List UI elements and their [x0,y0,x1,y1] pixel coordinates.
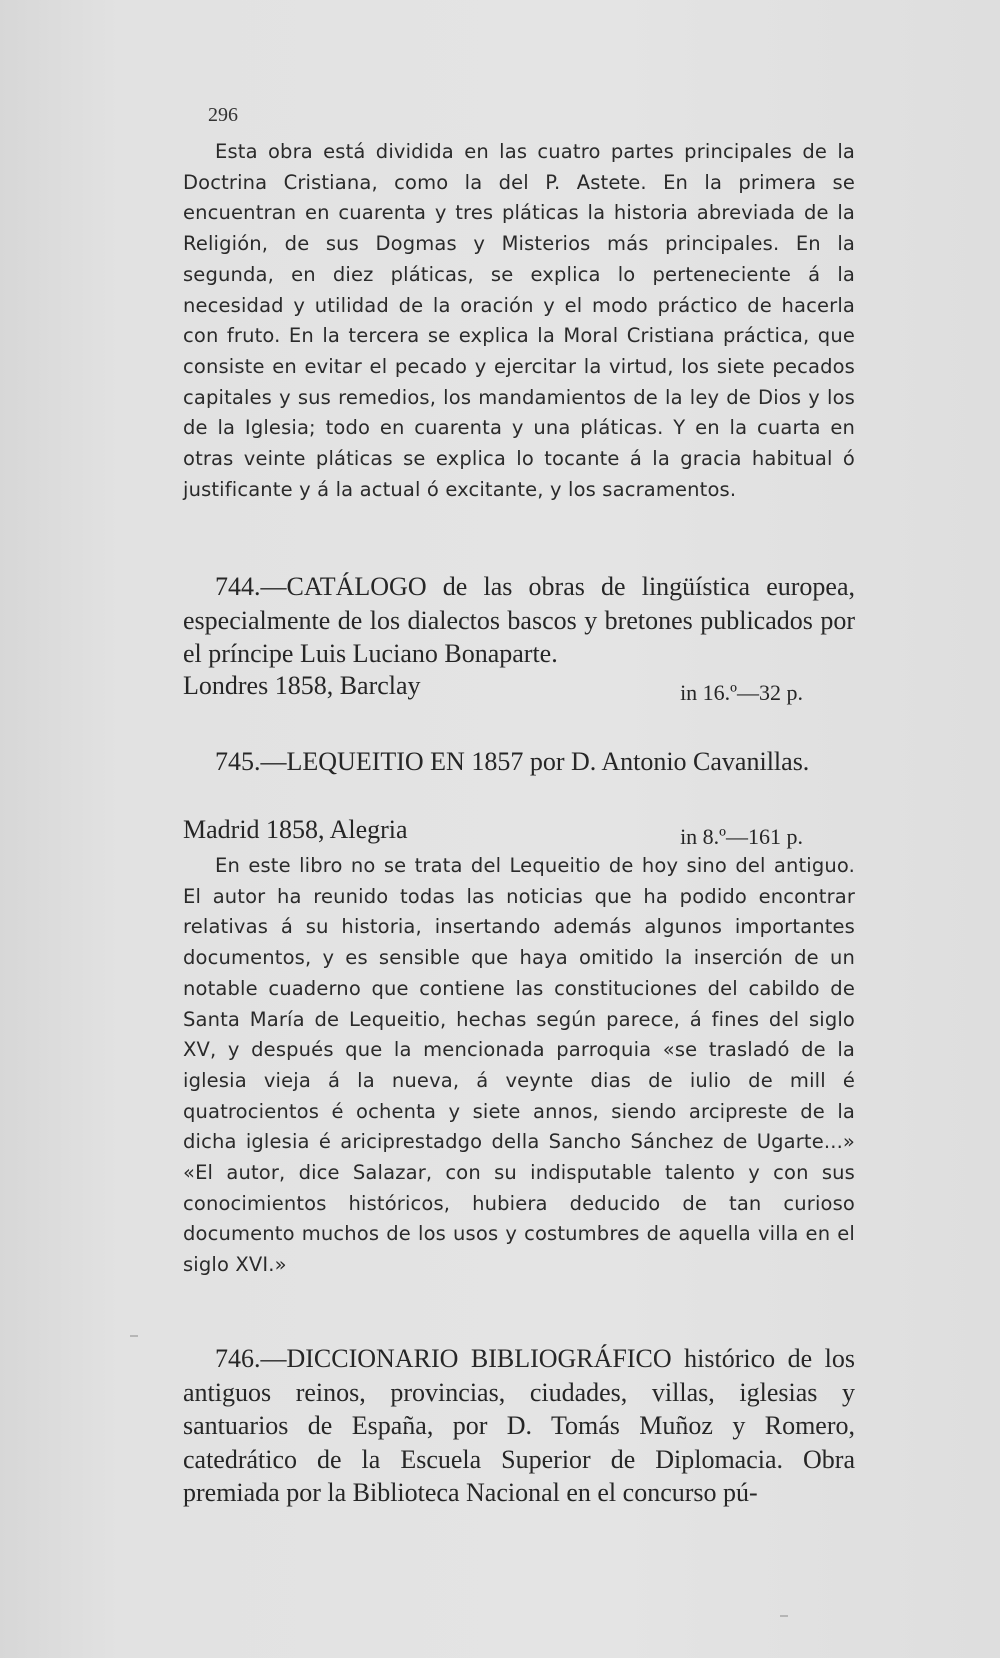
entry-744-imprint-line [183,671,803,705]
entry-746-description [183,1342,855,1510]
scan-speck [780,1615,788,1617]
page-number: 296 [208,104,238,126]
entry-744-imprint: Londres 1858, Barclay [183,671,421,700]
entry-744-description [183,570,855,671]
entry-744-number: 744. [215,572,261,601]
intro-paragraph-block [183,137,855,505]
entry-744 [183,570,855,671]
entry-744-format: in 16.º—32 p. [680,680,803,705]
scan-speck [130,1335,138,1337]
entry-745-format: in 8.º—161 p. [680,824,803,849]
entry-745-imprint-line [183,815,803,849]
entry-745-imprint: Madrid 1858, Alegria [183,815,408,844]
entry-746-number: 746. [215,1344,261,1373]
entry-745-note-block [183,851,855,1281]
entry-745-description [183,745,855,779]
entry-745 [183,745,855,779]
entry-746-title: —DICCIONARIO BIBLIOGRÁFICO histórico de los antiguos reinos, provincias, ciudades, villas, iglesias y santuarios de España, por D. Tomás Muñoz y Romero, catedrático de la Escuela Superior de Diplomacia. Obra premiada por la Biblioteca Nacional en el concurso pú- [183,1344,855,1507]
intro-paragraph: Esta obra está dividida en las cuatro partes principales de la Doctrina Cristiana, como la del P. Astete. En la primera se encuentran en cuarenta y tres pláticas la historia abreviada de la Religión, de sus Dogmas y Misterios más principales. En la segunda, en diez pláticas, se explica lo perteneciente á la necesidad y utilidad de la oración y el modo práctico de hacerla con fruto. En la tercera se explica la Moral Cristiana práctica, que consiste en evitar el pecado y ejercitar la virtud, los siete pecados capitales y sus remedios, los mandamientos de la ley de Dios y los de la Iglesia; todo en cuarenta y una pláticas. Y en la cuarta en otras veinte pláticas se explica lo tocante á la gracia habitual ó justificante y á la actual ó excitante, y los sacramentos. [183,140,855,501]
entry-745-title: —LEQUEITIO EN 1857 por D. Antonio Cavanillas. [260,747,810,776]
entry-745-note: En este libro no se trata del Lequeitio de hoy sino del antiguo. El autor ha reunido todas las noticias que ha podido encontrar relativas á su historia, insertando además algunos importantes documentos, y es sensible que haya omitido la inserción de un notable cuaderno que contiene las constituciones del cabildo de Santa María de Lequeitio, hechas según parece, á fines del siglo XV, y después que la mencionada parroquia «se trasladó de la iglesia vieja á la nueva, á veynte dias de iulio de mill é quatrocientos é ochenta y siete annos, siendo arcipreste de la dicha iglesia é ariciprestadgo della Sancho Sánchez de Ugarte...» «El autor, dice Salazar, con su indisputable talento y con sus conocimientos históricos, hubiera deducido de tan curioso documento muchos de los usos y costumbres de aquella villa en el siglo XVI.» [183,854,855,1277]
entry-745-number: 745. [215,747,261,776]
entry-746 [183,1342,855,1510]
entry-744-title: —CATÁLOGO de las obras de lingüística europea, especialmente de los dialectos bascos y bretones publicados por el príncipe Luis Luciano Bonaparte. [183,572,855,668]
